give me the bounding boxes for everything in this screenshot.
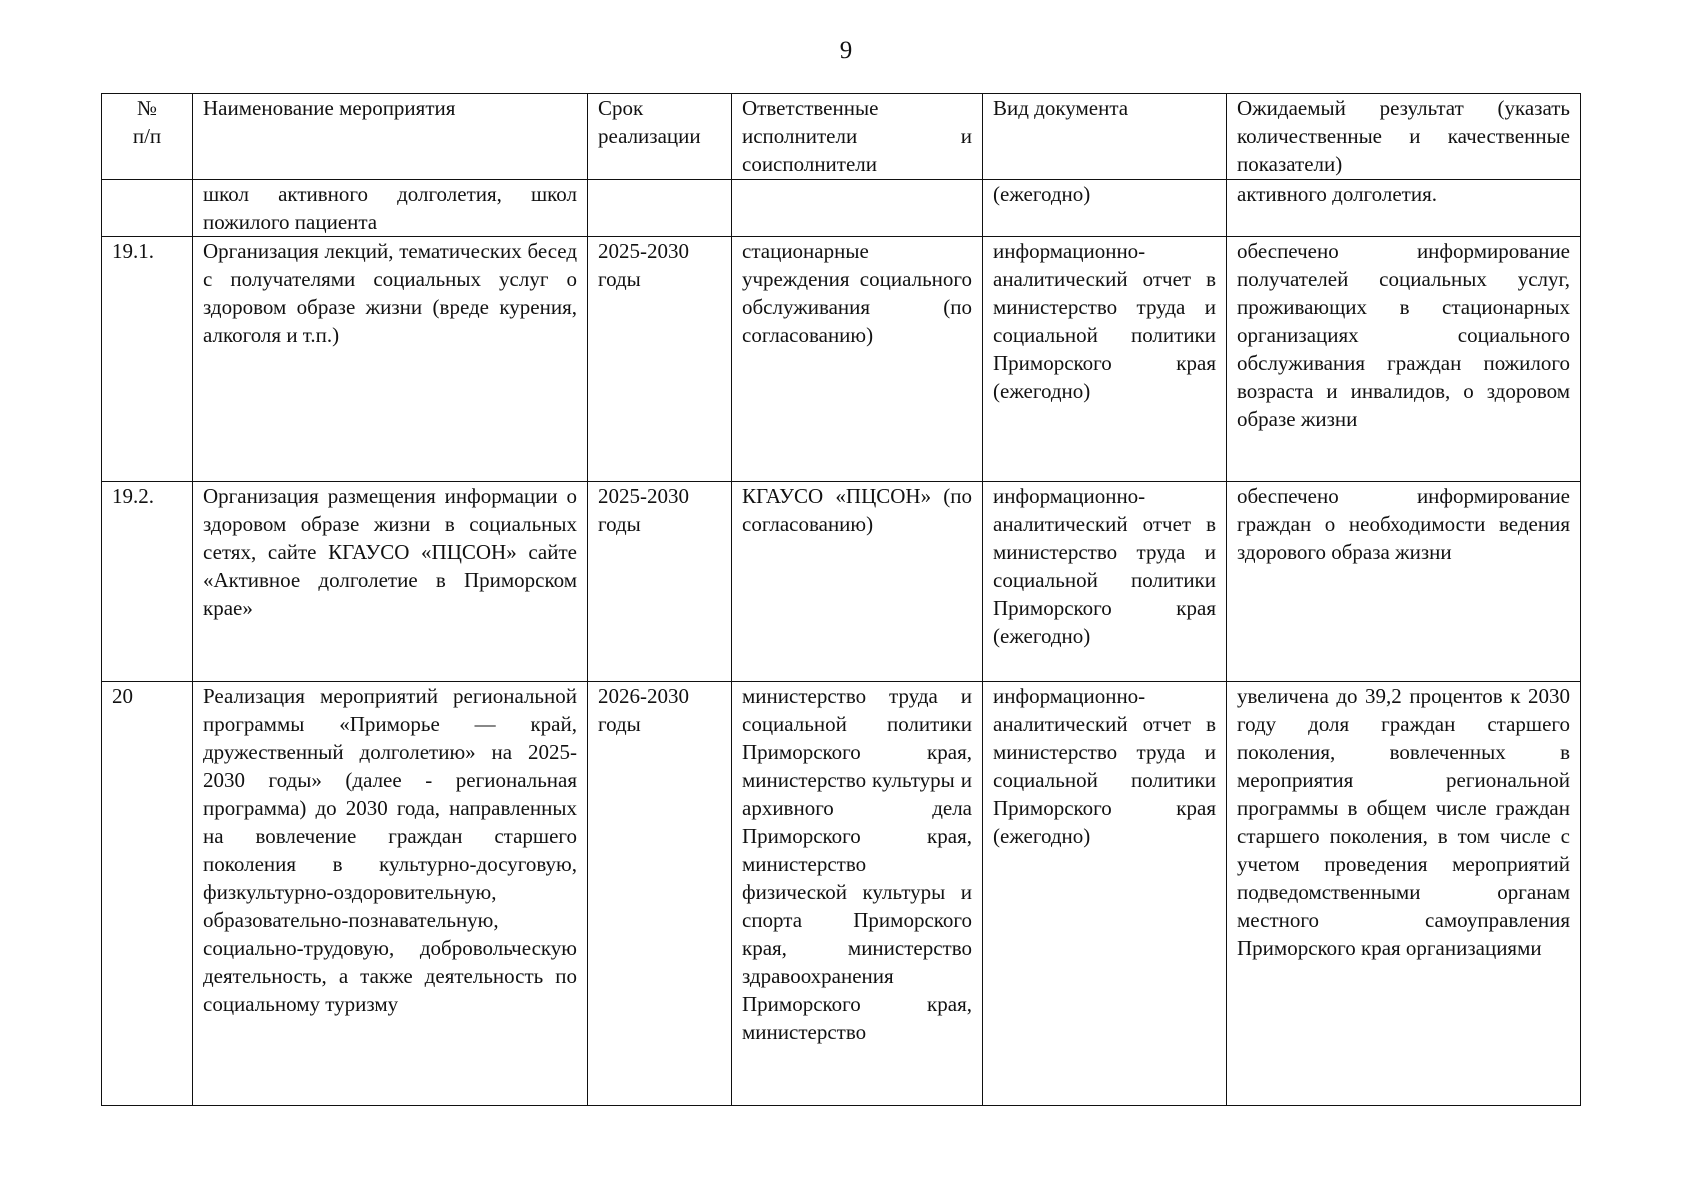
cell-term [588, 180, 732, 237]
cell-name: Реализация мероприятий региональной программы «Приморье — край, дружественный долголетию» на 2025-2030 годы» (далее - региональная программа) до 2030 года, направленных на вовлечение граждан старшего поколения в культурно-досуговую, физкультурно-оздоровительную, образовательно-познавательную, социально-трудовую, добровольческую деятельность, а также деятельность по социальному туризму [193, 682, 588, 1106]
cell-result: увеличена до 39,2 процентов к 2030 году доля граждан старшего поколения, вовлеченных в мероприятия региональной программы в общем числе граждан старшего поколения, в том числе с учетом проведения мероприятий подведомственными органам местного самоуправления Приморского края организациями [1227, 682, 1581, 1106]
cell-responsible: стационарные учреждения социального обслуживания (по согласованию) [732, 237, 983, 482]
header-result: Ожидаемый результат (указать количественные и качественные показатели) [1227, 94, 1581, 180]
header-number [102, 94, 193, 180]
cell-term: 2025-2030 годы [588, 237, 732, 482]
header-document: Вид документа [983, 94, 1227, 180]
table-row [102, 482, 1581, 682]
cell-name: Организация размещения информации о здоровом образе жизни в социальных сетях, сайте КГАУСО «ПЦСОН» сайте «Активное долголетие в Приморском крае» [193, 482, 588, 682]
cell-result: обеспечено информирование получателей социальных услуг, проживающих в стационарных организациях социального обслуживания граждан пожилого возраста и инвалидов, о здоровом образе жизни [1227, 237, 1581, 482]
cell-responsible: министерство труда и социальной политики Приморского края, министерство культуры и архивного дела Приморского края, министерство физической культуры и спорта Приморского края, министерство здравоохранения Приморского края, министерство [732, 682, 983, 1106]
table-row [102, 237, 1581, 482]
cell-result: обеспечено информирование граждан о необходимости ведения здорового образа жизни [1227, 482, 1581, 682]
cell-number [102, 180, 193, 237]
header-responsible: Ответственные исполнители и соисполнители [732, 94, 983, 180]
table-row [102, 180, 1581, 237]
cell-responsible [732, 180, 983, 237]
header-name: Наименование мероприятия [193, 94, 588, 180]
cell-document: информационно-аналитический отчет в министерство труда и социальной политики Приморского края (ежегодно) [983, 237, 1227, 482]
activities-table [101, 93, 1581, 1106]
table-header-row [102, 94, 1581, 180]
page-number: 9 [839, 37, 853, 64]
cell-document: информационно-аналитический отчет в министерство труда и социальной политики Приморского края (ежегодно) [983, 682, 1227, 1106]
cell-result: активного долголетия. [1227, 180, 1581, 237]
cell-name: Организация лекций, тематических бесед с получателями социальных услуг о здоровом образе жизни (вреде курения, алкоголя и т.п.) [193, 237, 588, 482]
cell-number: 19.1. [102, 237, 193, 482]
cell-number: 19.2. [102, 482, 193, 682]
header-number-abbr: п/п [132, 124, 162, 148]
header-term: Срок реализации [588, 94, 732, 180]
table-row [102, 682, 1581, 1106]
cell-document: информационно-аналитический отчет в министерство труда и социальной политики Приморского края (ежегодно) [983, 482, 1227, 682]
cell-document: (ежегодно) [983, 180, 1227, 237]
cell-name: школ активного долголетия, школ пожилого пациента [193, 180, 588, 237]
cell-term: 2025-2030 годы [588, 482, 732, 682]
cell-number: 20 [102, 682, 193, 1106]
header-number-symbol: № [136, 96, 158, 120]
cell-term: 2026-2030 годы [588, 682, 732, 1106]
cell-responsible: КГАУСО «ПЦСОН» (по согласованию) [732, 482, 983, 682]
